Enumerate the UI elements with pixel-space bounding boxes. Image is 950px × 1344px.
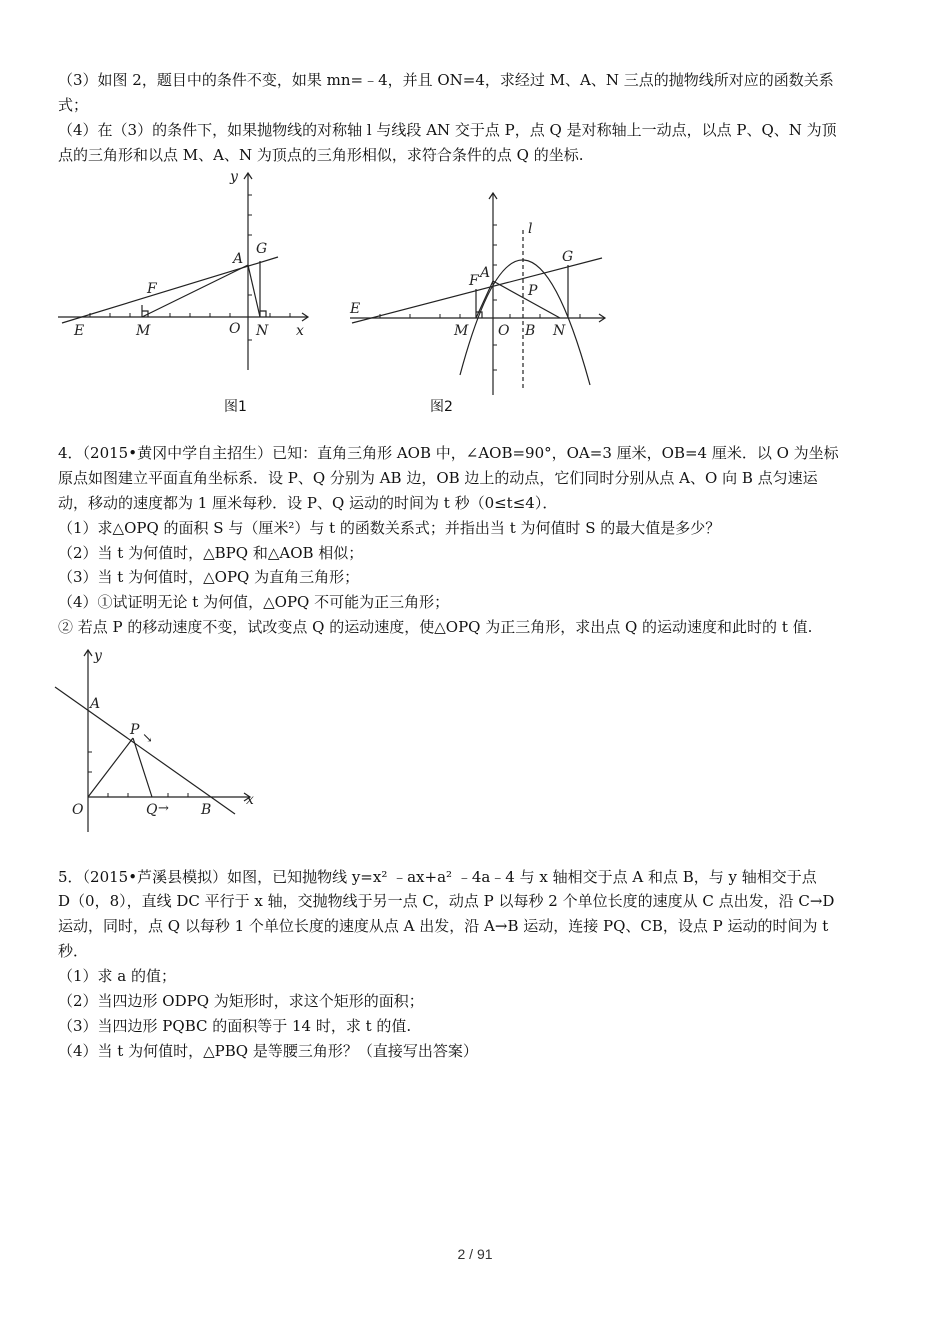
fig2-point-m: M bbox=[454, 323, 469, 339]
fig1-point-n: N bbox=[256, 323, 269, 339]
q4-part4b: ② 若点 P 的移动速度不变，试改变点 Q 的运动速度，使△OPQ 为正三角形，求出点 Q 的运动速度和此时的 t 值. bbox=[58, 618, 813, 636]
fig2-point-b: B bbox=[525, 323, 536, 339]
q4-fig-y-label: y bbox=[94, 648, 102, 664]
fig2-point-o: O bbox=[498, 323, 510, 339]
q4-fig-point-p: P bbox=[130, 722, 140, 738]
q4-fig-point-b: B bbox=[201, 802, 212, 818]
fig2-point-g: G bbox=[562, 249, 574, 265]
q3-part3-line2: 式； bbox=[58, 96, 89, 114]
figure-2 bbox=[340, 185, 615, 400]
fig1-x-label: x bbox=[296, 323, 304, 339]
q4-fig-x-label: x bbox=[246, 792, 254, 808]
q4-fig-arrow-p: ↘ bbox=[142, 731, 153, 746]
q3-part4-line1: （4）在（3）的条件下，如果抛物线的对称轴 l 与线段 AN 交于点 P，点 Q 是对称轴上一动点，以点 P、Q、N 为顶 bbox=[58, 121, 837, 139]
q5-intro-line1: 5．（2015•芦溪县模拟）如图，已知抛物线 y=x² ﹣ax+a² ﹣4a﹣4 与 x 轴相交于点 A 和点 B，与 y 轴相交于点 bbox=[58, 868, 817, 886]
q4-intro-line1: 4．（2015•黄冈中学自主招生）已知：直角三角形 AOB 中，∠AOB=90°，OA=3 厘米，OB=4 厘米．以 O 为坐标 bbox=[58, 444, 839, 462]
q5-part1: （1）求 a 的值； bbox=[58, 967, 177, 985]
fig1-point-o: O bbox=[229, 321, 241, 337]
page-number: 2 / 91 bbox=[457, 1246, 493, 1262]
fig1-point-f: F bbox=[147, 281, 157, 297]
q4-fig-point-a: A bbox=[90, 696, 101, 712]
fig2-point-p: P bbox=[528, 283, 538, 299]
fig1-y-label: y bbox=[230, 169, 238, 185]
fig2-point-n: N bbox=[553, 323, 566, 339]
fig1-point-m: M bbox=[136, 323, 151, 339]
fig1-caption: 图1 bbox=[224, 399, 247, 415]
fig2-point-e: E bbox=[350, 301, 361, 317]
q5-intro-line2: D（0，8），直线 DC 平行于 x 轴，交抛物线于另一点 C，动点 P 以每秒 2 个单位长度的速度从 C 点出发，沿 C→D bbox=[58, 892, 835, 910]
fig1-point-a: A bbox=[233, 251, 244, 267]
q5-intro-line3: 运动，同时，点 Q 以每秒 1 个单位长度的速度从点 A 出发，沿 A→B 运动，连接 PQ、CB，设点 P 运动的时间为 t bbox=[58, 917, 829, 935]
fig2-point-a: A bbox=[480, 265, 491, 281]
fig2-line-l: l bbox=[528, 221, 533, 237]
q5-part4: （4）当 t 为何值时，△PBQ 是等腰三角形？（直接写出答案） bbox=[58, 1042, 478, 1060]
q4-intro-line2: 原点如图建立平面直角坐标系．设 P、Q 分别为 AB 边，OB 边上的动点，它们同时分别从点 A、O 向 B 点匀速运 bbox=[58, 469, 818, 487]
figure-q4 bbox=[50, 642, 270, 842]
q4-part1: （1）求△OPQ 的面积 S 与（厘米²）与 t 的函数关系式；并指出当 t 为何值时 S 的最大值是多少？ bbox=[58, 519, 721, 537]
fig2-caption: 图2 bbox=[430, 399, 453, 415]
fig1-point-g: G bbox=[256, 241, 268, 257]
q3-part3-line1: （3）如图 2，题目中的条件不变，如果 mn=﹣4，并且 ON=4，求经过 M、A、N 三点的抛物线所对应的函数关系 bbox=[58, 71, 834, 89]
q3-part4-line2: 点的三角形和以点 M、A、N 为顶点的三角形相似，求符合条件的点 Q 的坐标. bbox=[58, 146, 584, 164]
q4-fig-point-q: Q bbox=[146, 802, 158, 818]
q4-part3: （3）当 t 为何值时，△OPQ 为直角三角形； bbox=[58, 568, 360, 586]
q4-part4: （4）①试证明无论 t 为何值，△OPQ 不可能为正三角形； bbox=[58, 593, 450, 611]
q4-fig-point-o: O bbox=[72, 802, 84, 818]
figure-1 bbox=[50, 165, 320, 375]
q4-fig-arrow-q: → bbox=[158, 801, 169, 816]
q4-intro-line3: 动，移动的速度都为 1 厘米每秒．设 P、Q 运动的时间为 t 秒（0≤t≤4）． bbox=[58, 494, 558, 512]
q5-part2: （2）当四边形 ODPQ 为矩形时，求这个矩形的面积； bbox=[58, 992, 424, 1010]
fig2-point-f: F bbox=[469, 273, 479, 289]
q4-part2: （2）当 t 为何值时，△BPQ 和△AOB 相似； bbox=[58, 544, 364, 562]
fig1-point-e: E bbox=[74, 323, 85, 339]
q5-part3: （3）当四边形 PQBC 的面积等于 14 时，求 t 的值. bbox=[58, 1017, 412, 1035]
q5-intro-line4: 秒． bbox=[58, 942, 89, 960]
